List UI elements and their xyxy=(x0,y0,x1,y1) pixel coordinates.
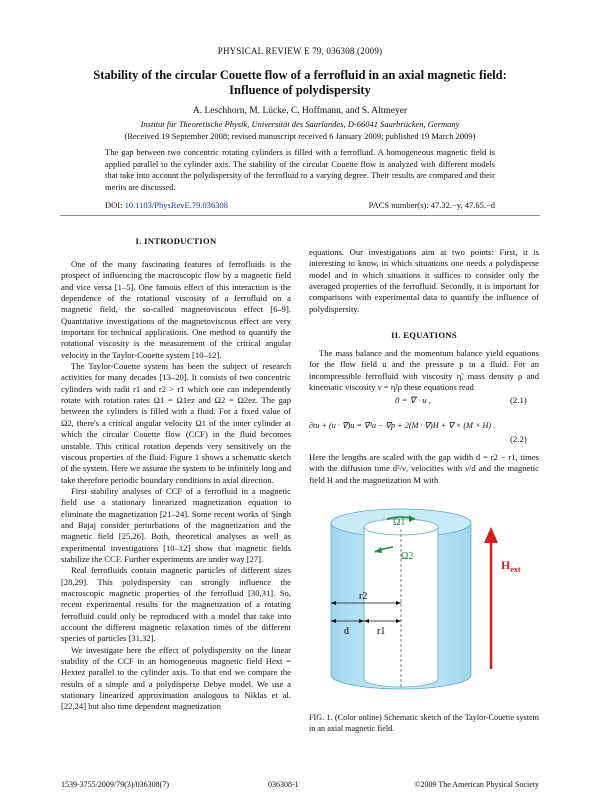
page-number: 036308-1 xyxy=(268,780,299,789)
r2-label: r2 xyxy=(359,591,368,602)
equation-number: (2.1) xyxy=(510,395,527,405)
right-column-top xyxy=(309,247,539,315)
equation-2-1: 0 = ∇ · u , xyxy=(395,395,432,405)
hext-label: $H_{ext}$ xyxy=(501,558,521,574)
paper-title xyxy=(60,68,540,98)
journal-header: PHYSICAL REVIEW E 79, 036308 (2009) xyxy=(217,46,383,56)
omega2-label: Ω2 xyxy=(401,551,414,562)
figure-caption: FIG. 1. (Color online) Schematic sketch of the Taylor-Couette system in an axial magnetic field. xyxy=(309,713,539,733)
d-label: d xyxy=(344,626,349,637)
divider xyxy=(60,215,540,216)
intro-paragraph: We investigate here the effect of polydispersity on the linear stability of the CCF in an homogeneous magnetic field Hext = Hextez parallel to the cylinder axis. To that end we compare the results of a simple and a polydisperse Debye model. We use a stationary linearized approximation analogous to Niklas et al. [22,24] but also time dependent magnetization xyxy=(61,644,291,712)
doi-label: DOI: xyxy=(105,200,123,210)
intro-continuation: equations. Our investigations aim at two points: First, it is interesting to know, in which situations one needs a polydisperse model and in which situations it suffices to consider only the averaged properties of the ferrofluid. Secondly, it is important for comparisons with experimental data to quantify the influence of polydispersity. xyxy=(309,247,539,314)
equation-number: (2.2) xyxy=(510,434,527,444)
abstract: The gap between two concentric rotating cylinders is filled with a ferrofluid. A homogeneous magnetic field is applied parallel to the cylinder axis. The stability of the circular Couette flow is analyzed with different models that take into account the polydispersity of the ferrofluid to a varying degree. Their results are compared and their merits are discussed. xyxy=(105,147,495,192)
equations-text xyxy=(309,452,539,486)
affiliation: Institut für Theoretische Physik, Universität des Saarlandes, D-66041 Saarbrücken, Germany xyxy=(140,119,460,129)
pacs-numbers: PACS number(s): 47.32.−y, 47.65.−d xyxy=(368,200,495,210)
equations-paragraph: The mass balance and the momentum balance yield equations for the flow field u and the pressure p in a fluid. For an incompressible ferrofluid with viscosity η̃, mass density ρ and kinematic viscosity ν = η̃/ρ these equations read xyxy=(309,348,539,393)
equations-paragraph: Here the lengths are scaled with the gap width d = r2 − r1, times with the diffusion time d²/ν, velocities with ν/d and the magnetic field H and the magnetization M with xyxy=(309,452,539,485)
equation-2-2: ∂tu + (u · ∇)u = ∇²u − ∇p + 2(M · ∇)H + ∇ × (M × H) . xyxy=(309,421,496,430)
omega1-label: Ω1 xyxy=(393,517,406,528)
figure-taylor-couette-sketch xyxy=(309,497,539,709)
intro-paragraph: First stability analyses of CCF of a ferrofluid in a magnetic field use a stationary linearized magnetization equation to eliminate the magnetization [21–24]. Some recent works of Singh and Bajaj consider perturbations of the magnetization and the magnetic field [25,26]. Both, theoretical analyses as well as experimental investigations [10–12] show that magnetic fields stabilize the CCF. Further experiments are under way [27]. xyxy=(61,485,291,564)
r1-label: r1 xyxy=(377,626,386,637)
intro-paragraph: The Taylor-Couette system has been the subject of research activities for many decades [13–20]. It consists of two concentric cylinders with radii r1 and r2 > r1 which one can independently rotate with rotation rates Ω1 = Ω1ez and Ω2 = Ω2ez. The gap between the cylinders is filled with a fluid. For a fixed value of Ω2, there's a critical angular velocity Ω1 of the inner cylinder at which the circular Couette flow (CCF) in the fluid becomes unstable. This critical rotation depends very sensitively on the viscous properties of the fluid. Figure 1 shows a schematic sketch of the system. Here we assume the system to be infinitely long and take therefore periodic boundary conditions in axial direction. xyxy=(61,361,291,485)
intro-column xyxy=(61,259,291,713)
intro-paragraph: Real ferrofluids contain magnetic particles of different sizes [28,29]. This polydispersity can strongly influence the macroscopic magnetic properties of the ferrofluid [30,31]. So, recent experimental results for the magnetization of a rotating ferrofluid could only be reproduced with a model that take into account the different magnetic relaxation times of the different species of particles [31,32]. xyxy=(61,565,291,644)
arrow-head xyxy=(484,527,498,543)
doi-link[interactable]: 10.1103/PhysRevE.79.036308 xyxy=(124,200,228,210)
intro-paragraph: One of the many fascinating features of ferrofluids is the prospect of influencing the macroscopic flow by a magnetic field and vice versa [1–5]. One famous effect of this interaction is the dependence of the rotational viscosity of a ferrofluid on a magnetic field, the so-called magnetoviscous effect [6–9]. Quantitative investigations of the magnetoviscous effect are very important for technical applications. One method to quantify the rotational viscosity is the measurement of the critical angular velocity in the Taylor-Couette system [10–12]. xyxy=(61,259,291,360)
equations-text xyxy=(309,348,539,393)
title-line-1: Stability of the circular Couette flow of a ferrofluid in an axial magnetic field: xyxy=(93,68,507,82)
footer-issn: 1539-3755/2009/79(3)/036308(7) xyxy=(61,780,169,789)
copyright: ©2009 The American Physical Society xyxy=(414,780,539,789)
section-heading-introduction: I. INTRODUCTION xyxy=(135,236,217,246)
received-dates: (Received 19 September 2008; revised manuscript received 6 January 2009; published 19 March 2009) xyxy=(124,131,476,141)
doi-line xyxy=(105,200,228,210)
title-line-2: Influence of polydispersity xyxy=(229,83,371,97)
section-heading-equations: II. EQUATIONS xyxy=(391,330,457,340)
author-list: A. Leschhorn, M. Lücke, C. Hoffmann, and S. Altmeyer xyxy=(192,106,408,116)
